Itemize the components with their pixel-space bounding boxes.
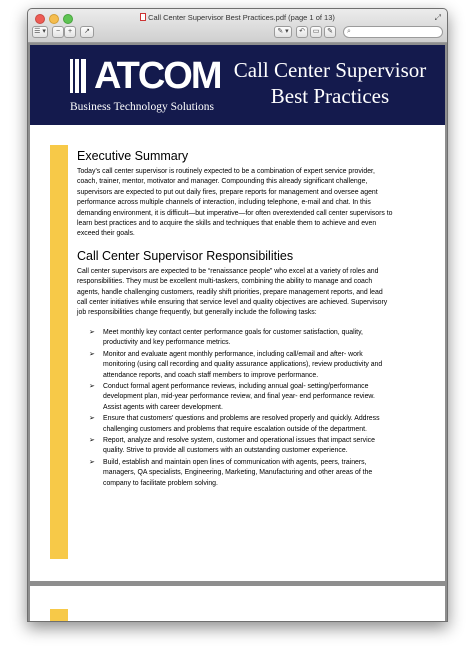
- pdf-page-2[interactable]: [30, 586, 445, 622]
- responsibilities-text: Call center supervisors are expected to be “renaissance people” who excel at a variety of roles and responsibilities. They must be excellent multi-taskers, combining the ability to manage and coach agents, handle challenging customers, readily shift priorities, prepare management reports, and lead call center initiatives while ensuring that service level and quality objectives are achieved. Supervisory job responsibilities change frequently, but generally include the following tasks:: [77, 267, 388, 317]
- document-banner: [30, 45, 445, 125]
- share-button[interactable]: ↗: [80, 26, 94, 38]
- arrow-bullet-icon: ➢: [89, 382, 95, 390]
- logo-tagline: Business Technology Solutions: [70, 101, 215, 113]
- pdf-page-1[interactable]: [30, 45, 445, 581]
- window-title: [28, 13, 447, 22]
- task-text: Conduct formal agent performance reviews, including annual goal- setting/performance development plan, mid-year performance review, and final year- end performance review. Assist agents with career development.: [103, 382, 375, 411]
- arrow-bullet-icon: ➢: [89, 328, 95, 336]
- logo-wordmark: ATCOM: [94, 55, 221, 97]
- task-text: Meet monthly key contact center performance goals for customer satisfaction, quality, productivity and key performance metrics.: [103, 328, 363, 347]
- zoom-in-button[interactable]: +: [64, 26, 76, 38]
- task-text: Monitor and evaluate agent monthly performance, including call/email and after- work monitoring (using call recording and quality assurance applications), review productivity and attendance reports, and coach staff members to improve performance.: [103, 350, 383, 379]
- pdf-viewer-window: [27, 8, 448, 622]
- title-bar: [28, 9, 447, 43]
- executive-summary-text: Today’s call center supervisor is routinely expected to be a combination of expert service provider, coach, trainer, mentor, motivator and manager. Compounding this already significant challenge, supervisors are expected to put out daily fires, prepare reports for management and oversee agent performance across multiple channels of interaction, including telephone, e-mail and chat. In this demanding environment, it is difficult—but imperative—for often overextended call center supervisors to learn best practices and to acquire the skills and techniques that enable them to achieve and even exceed their goals.: [77, 168, 393, 238]
- toolbar: [28, 25, 447, 41]
- responsibilities-heading: Call Center Supervisor Responsibilities: [77, 248, 294, 263]
- task-text: Build, establish and maintain open lines of communication with agents, peers, trainers, managers, QA specialists, Engineering, Marketing, Manufacturing and other areas of the company to facilitate problem solving.: [103, 458, 373, 487]
- document-title: [225, 57, 435, 109]
- list-item: [89, 382, 393, 413]
- accent-bar: [50, 609, 68, 622]
- zoom-out-button[interactable]: −: [52, 26, 64, 38]
- list-item: [89, 436, 393, 457]
- search-icon: ⌕: [347, 28, 351, 35]
- executive-summary-heading: Executive Summary: [77, 149, 189, 163]
- search-input[interactable]: [343, 26, 443, 38]
- edit-button[interactable]: ✎: [324, 26, 336, 38]
- annotate-button[interactable]: ✎ ▾: [274, 26, 292, 38]
- task-text: Report, analyze and resolve system, customer and operational issues that impact service quality. Strive to provide all customers with an outstanding customer experience.: [103, 436, 375, 455]
- arrow-bullet-icon: ➢: [89, 436, 95, 444]
- accent-bar: [50, 145, 68, 559]
- pdf-file-icon: [140, 13, 146, 21]
- rotate-button[interactable]: ↶: [296, 26, 308, 38]
- logo-bars-icon: [70, 59, 96, 93]
- arrow-bullet-icon: ➢: [89, 458, 95, 466]
- list-item: [89, 414, 393, 435]
- document-title-line1: Call Center Supervisor: [233, 58, 427, 82]
- list-item: [89, 328, 393, 349]
- task-text: Ensure that customers’ questions and problems are resolved properly and quickly. Address challenging customers and problems that require escalation outside of the department.: [103, 415, 380, 433]
- atcom-logo: [70, 53, 221, 115]
- arrow-bullet-icon: ➢: [89, 350, 95, 358]
- task-list: [89, 328, 393, 489]
- arrow-bullet-icon: ➢: [89, 415, 95, 423]
- window-title-text: Call Center Supervisor Best Practices.pdf (page 1 of 13): [148, 13, 335, 22]
- select-button[interactable]: ▭: [310, 26, 322, 38]
- fullscreen-icon[interactable]: ⤢: [434, 13, 441, 22]
- sidebar-toggle-button[interactable]: ☰ ▾: [32, 26, 48, 38]
- document-body: [77, 149, 393, 490]
- list-item: [89, 350, 393, 381]
- document-title-line2: Best Practices: [270, 84, 390, 108]
- list-item: [89, 458, 393, 489]
